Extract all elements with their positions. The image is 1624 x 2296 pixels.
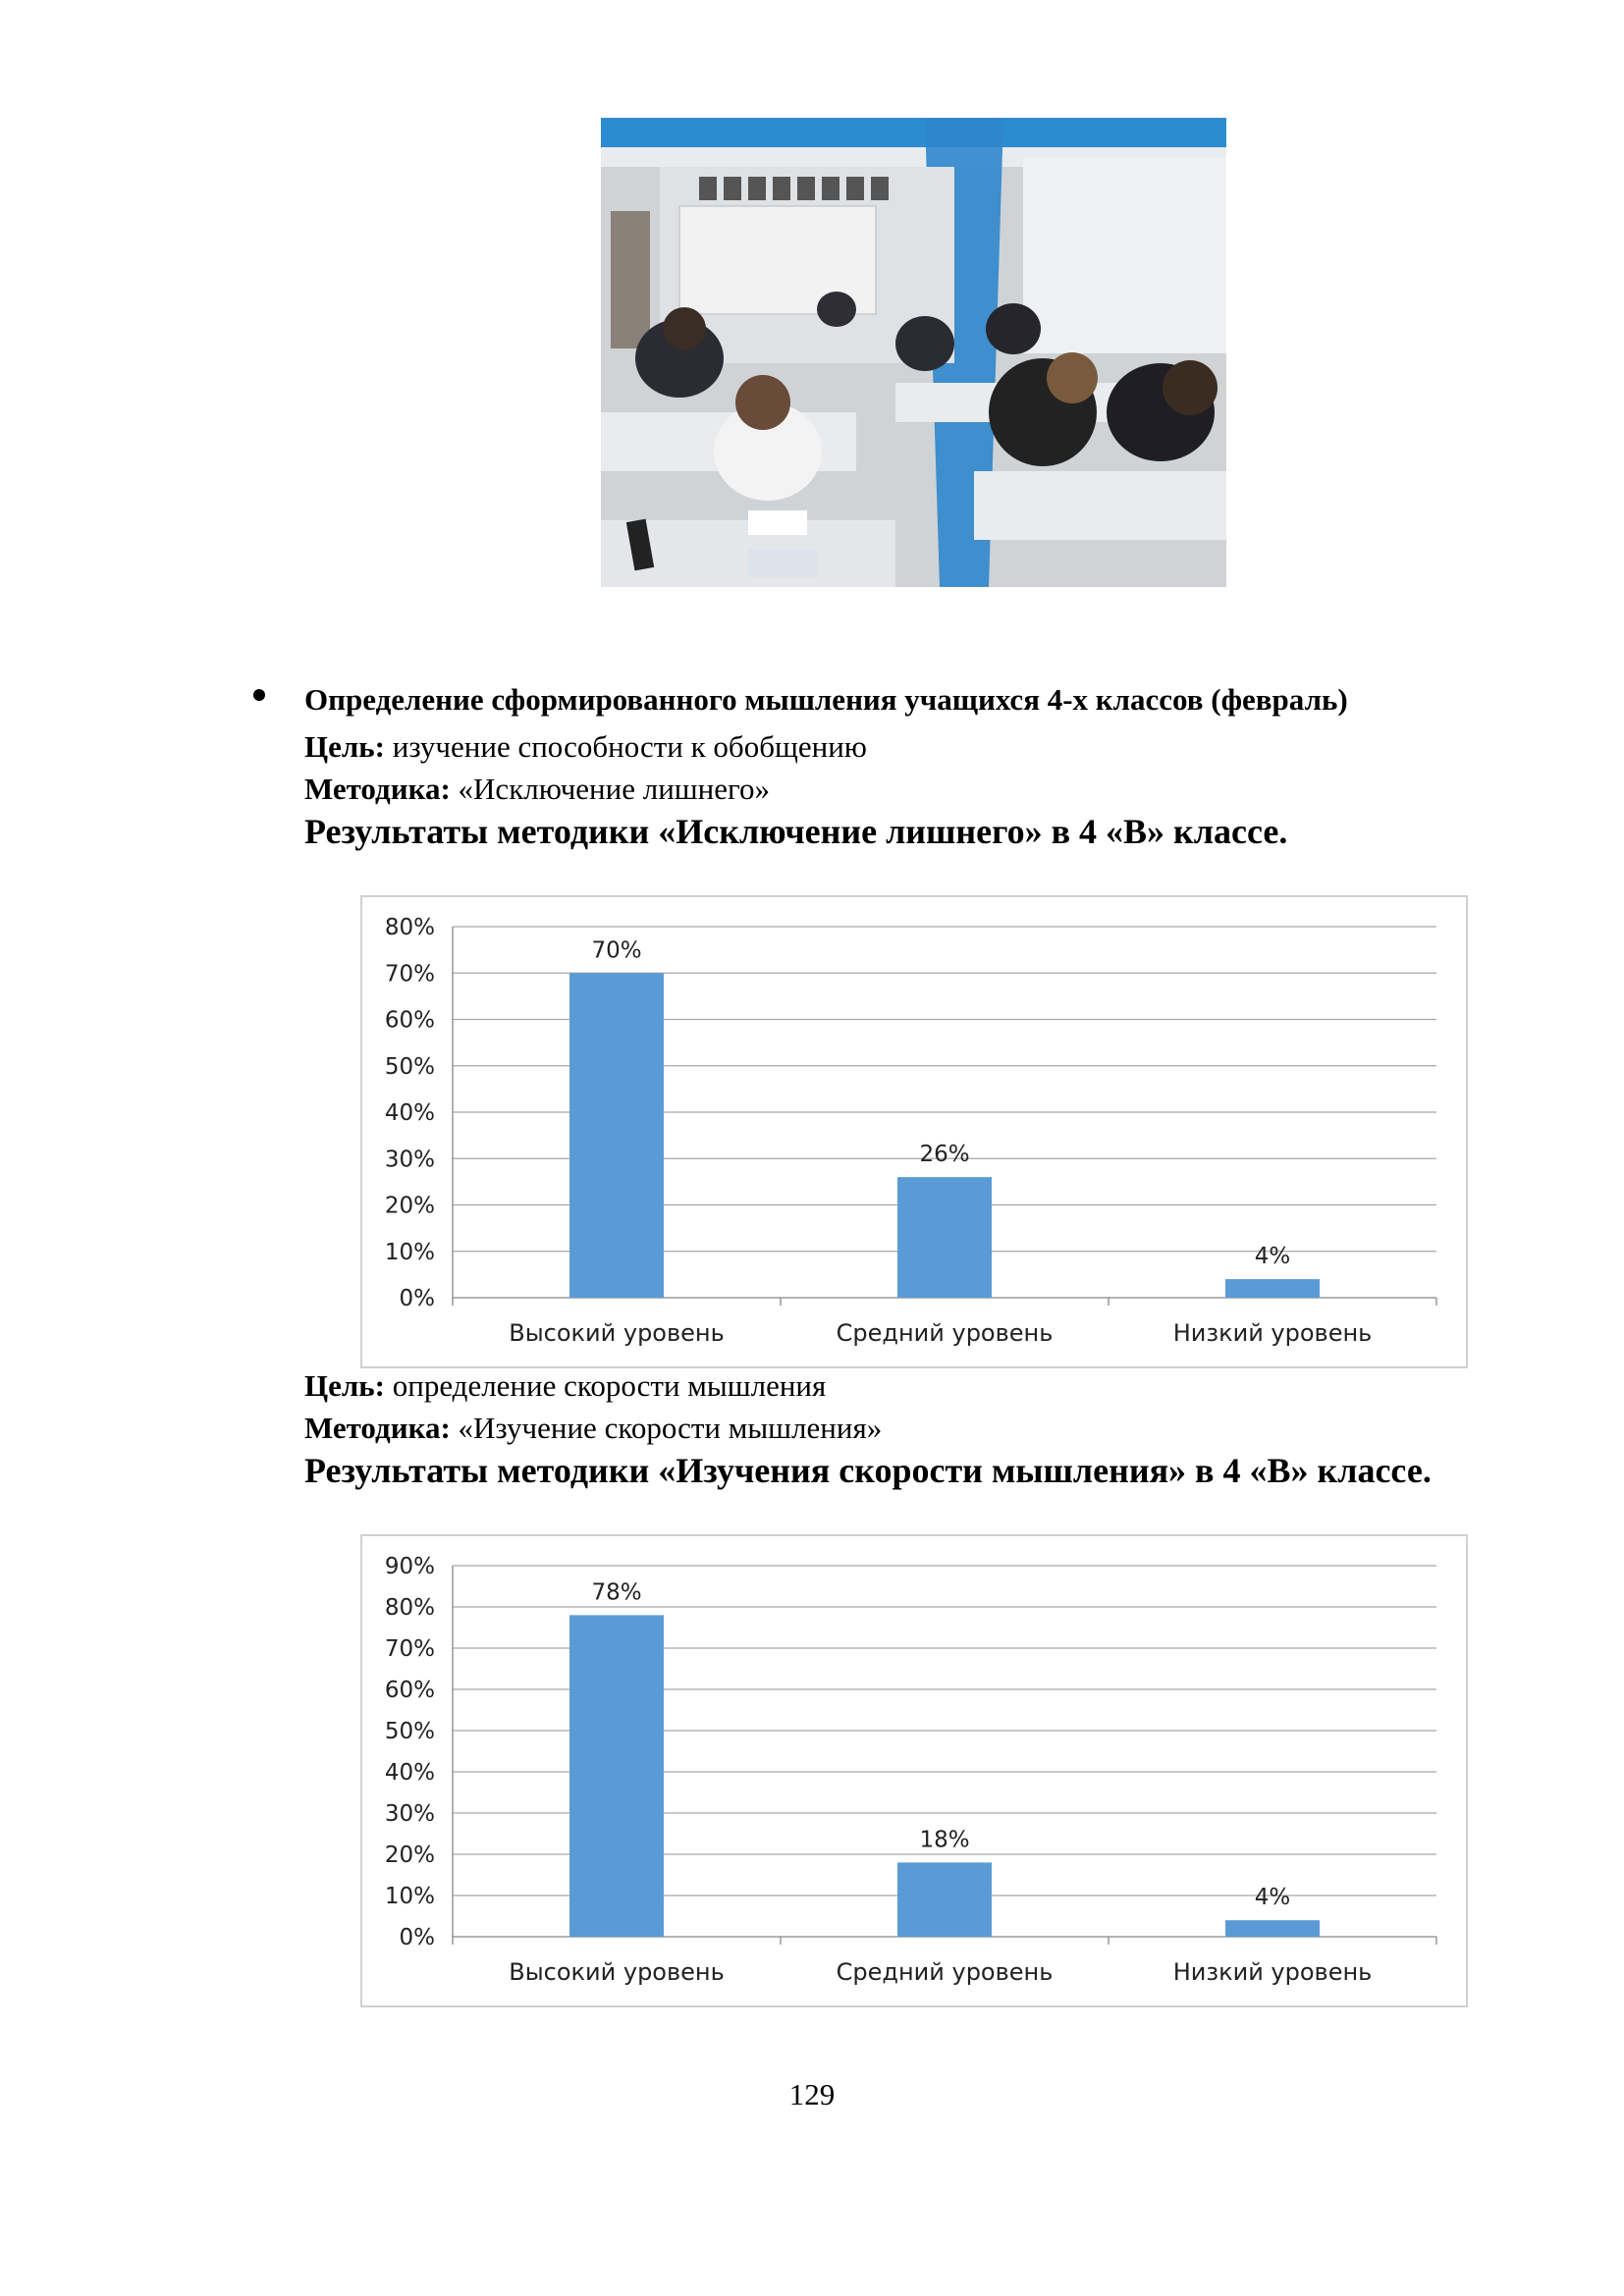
goal-label: Цель: — [304, 1368, 385, 1403]
goal-text: определение скорости мышления — [384, 1368, 827, 1403]
method-text: «Исключение лишнего» — [450, 772, 770, 806]
y-tick-label: 60% — [384, 1678, 435, 1703]
y-tick-label: 50% — [384, 1719, 435, 1744]
y-tick-label: 0% — [399, 1286, 435, 1311]
y-tick-label: 50% — [384, 1053, 435, 1080]
data-label: 78% — [591, 1579, 642, 1606]
classroom-photo — [601, 118, 1226, 587]
y-tick-label: 0% — [399, 1925, 435, 1950]
y-tick-label: 20% — [384, 1842, 435, 1868]
method-line-2 — [304, 1411, 882, 1446]
bullet-dot — [253, 689, 265, 701]
data-label: 26% — [919, 1142, 970, 1168]
data-label: 70% — [591, 937, 642, 964]
category-label: Низкий уровень — [1172, 1319, 1373, 1347]
page-number: 129 — [788, 2077, 836, 2111]
y-tick-label: 60% — [384, 1007, 435, 1034]
goal-text: изучение способности к обобщению — [384, 729, 867, 764]
bar-chart-2 — [360, 1534, 1468, 2007]
y-tick-label: 40% — [384, 1760, 435, 1786]
bar — [569, 1615, 664, 1937]
method-text: «Изучение скорости мышления» — [450, 1411, 883, 1445]
category-label: Высокий уровень — [509, 1319, 725, 1347]
category-label: Средний уровень — [836, 1958, 1054, 1986]
y-tick-label: 20% — [384, 1193, 435, 1219]
bar-chart-1-svg — [362, 897, 1466, 1366]
bar — [1225, 1279, 1320, 1298]
results-title-2: Результаты методики «Изучения скорости мышления» в 4 «В» классе. — [304, 1451, 1432, 1490]
goal-line-2 — [304, 1368, 826, 1404]
category-label: Высокий уровень — [509, 1958, 725, 1986]
bar-chart-2-svg — [362, 1536, 1466, 2005]
method-label: Методика: — [304, 1411, 451, 1445]
y-tick-label: 80% — [384, 1595, 435, 1621]
y-tick-label: 10% — [384, 1884, 435, 1909]
y-tick-label: 40% — [384, 1100, 435, 1126]
results-title-1: Результаты методики «Исключение лишнего» в 4 «В» классе. — [304, 812, 1288, 851]
y-tick-label: 30% — [384, 1147, 435, 1173]
method-line-1 — [304, 772, 770, 807]
y-tick-label: 90% — [384, 1554, 435, 1579]
method-label: Методика: — [304, 772, 451, 806]
bar — [897, 1177, 992, 1298]
bar-chart-1 — [360, 895, 1468, 1368]
data-label: 18% — [919, 1827, 970, 1853]
y-tick-label: 30% — [384, 1801, 435, 1827]
goal-line-1 — [304, 729, 867, 765]
data-label: 4% — [1254, 1244, 1291, 1270]
bar — [897, 1862, 992, 1937]
goal-label: Цель: — [304, 729, 385, 764]
data-label: 4% — [1254, 1885, 1291, 1911]
bullet-heading: Определение сформированного мышления учащихся 4-х классов (февраль) — [304, 682, 1348, 717]
y-tick-label: 10% — [384, 1239, 435, 1265]
category-label: Низкий уровень — [1172, 1958, 1373, 1986]
y-tick-label: 80% — [384, 915, 435, 940]
y-tick-label: 70% — [384, 1636, 435, 1662]
category-label: Средний уровень — [836, 1319, 1054, 1347]
bar — [1225, 1920, 1320, 1937]
y-tick-label: 70% — [384, 961, 435, 988]
bar — [569, 973, 664, 1298]
